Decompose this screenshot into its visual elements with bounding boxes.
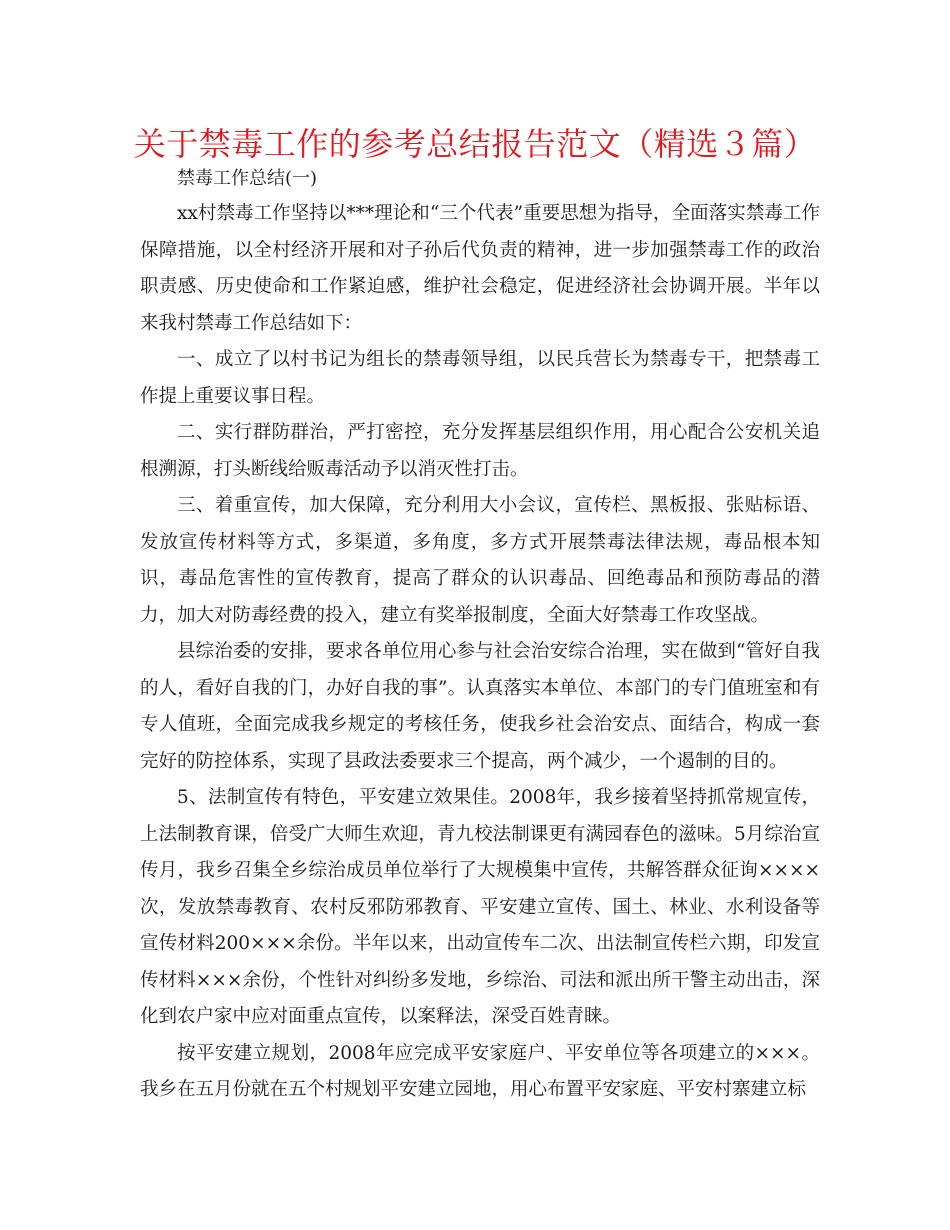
paragraph: 二、实行群防群治，严打密控，充分发挥基层组织作用，用心配合公安机关追根溯源，打头断线给贩毒活动予以消灭性打击。: [140, 422, 820, 480]
document-title: 关于禁毒工作的参考总结报告范文（精选３篇）: [133, 125, 817, 163]
document-body: [140, 196, 820, 1109]
section-heading: 禁毒工作总结(一): [177, 168, 318, 189]
paragraph: 县综治委的安排，要求各单位用心参与社会治安综合治理，实在做到“管好自我的人，看好自我的门，办好自我的事”。认真落实本单位、本部门的专门值班室和有专人值班，全面完成我乡规定的考核任务，使我乡社会治安点、面结合，构成一套完好的防控体系，实现了县政法委要求三个提高，两个减少，一个遏制的目的。: [140, 641, 820, 772]
paragraph: 一、成立了以村书记为组长的禁毒领导组，以民兵营长为禁毒专干，把禁毒工作提上重要议事日程。: [140, 349, 820, 407]
paragraph: 5、法制宣传有特色，平安建立效果佳。2008年，我乡接着坚持抓常规宣传，上法制教育课，倍受广大师生欢迎，青九校法制课更有满园春色的滋味。5月综治宣传月，我乡召集全乡综治成员单位举行了大规模集中宣传，共解答群众征询××××次，发放禁毒教育、农村反邪防邪教育、平安建立宣传、国土、林业、水利设备等宣传材料200×××余份。半年以来，出动宣传车二次、出法制宣传栏六期，印发宣传材料×××余份，个性针对纠纷多发地，乡综治、司法和派出所干警主动出击，深化到农户家中应对面重点宣传，以案释法，深受百姓青睐。: [140, 787, 820, 1027]
paragraph: 按平安建立规划，2008年应完成平安家庭户、平安单位等各项建立的×××。我乡在五月份就在五个村规划平安建立园地，用心布置平安家庭、平安村寨建立标: [140, 1042, 820, 1100]
paragraph: xx村禁毒工作坚持以***理论和“三个代表”重要思想为指导，全面落实禁毒工作保障措施，以全村经济开展和对子孙后代负责的精神，进一步加强禁毒工作的政治职责感、历史使命和工作紧迫感，维护社会稳定，促进经济社会协调开展。半年以来我村禁毒工作总结如下：: [140, 203, 820, 334]
paragraph: 三、着重宣传，加大保障，充分利用大小会议，宣传栏、黑板报、张贴标语、发放宣传材料等方式，多渠道，多角度，多方式开展禁毒法律法规，毒品根本知识，毒品危害性的宣传教育，提高了群众的认识毒品、回绝毒品和预防毒品的潜力，加大对防毒经费的投入，建立有奖举报制度，全面大好禁毒工作攻坚战。: [140, 495, 820, 626]
